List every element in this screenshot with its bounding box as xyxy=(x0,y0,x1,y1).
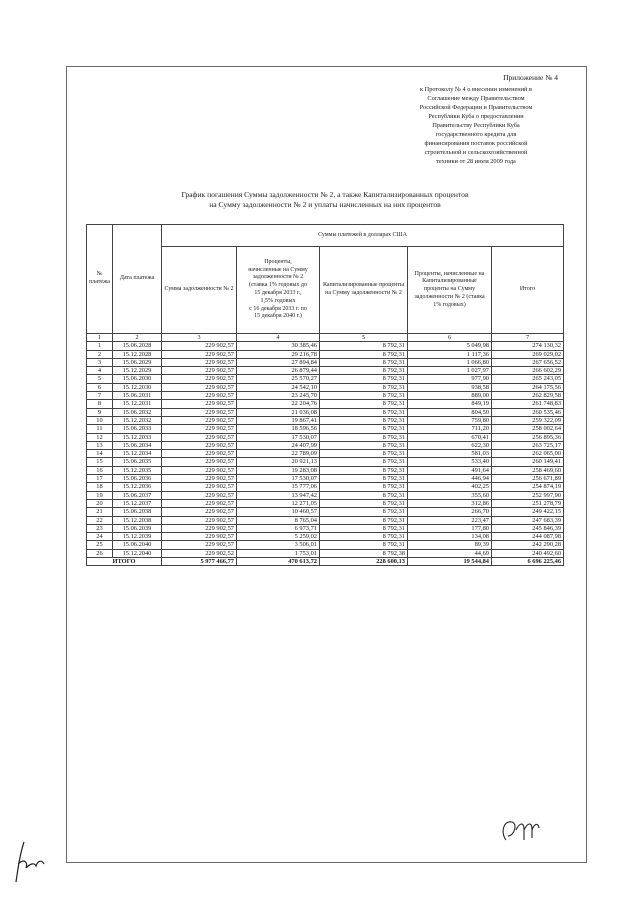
column-number: 1 xyxy=(87,334,113,342)
header-payment-date: Дата платежа xyxy=(113,225,162,334)
interest-on-capitalized-cell: 670,41 xyxy=(408,433,492,441)
total-cell: 260 149,41 xyxy=(492,458,564,466)
interest-cell: 19 283,08 xyxy=(237,466,320,474)
debt-amount-cell: 229 902,57 xyxy=(162,483,237,491)
total-cell: 269 029,02 xyxy=(492,350,564,358)
debt-amount-cell: 229 902,57 xyxy=(162,408,237,416)
total-cell: 244 087,98 xyxy=(492,533,564,541)
column-number-row xyxy=(87,334,564,342)
payment-date-cell: 15.12.2033 xyxy=(113,433,162,441)
interest-cell: 6 973,71 xyxy=(237,524,320,532)
debt-amount-cell: 229 902,57 xyxy=(162,358,237,366)
interest-cell: 29 216,78 xyxy=(237,350,320,358)
payment-date-cell: 15.12.2037 xyxy=(113,499,162,507)
interest-cell: 27 894,84 xyxy=(237,358,320,366)
payment-number-cell: 21 xyxy=(87,508,113,516)
total-label: ИТОГО xyxy=(87,558,162,566)
capitalized-interest-cell: 8 792,31 xyxy=(320,425,408,433)
capitalized-interest-cell: 8 792,31 xyxy=(320,441,408,449)
header-interest-line: начисленные на Сумму xyxy=(248,266,308,273)
column-number: 7 xyxy=(492,334,564,342)
column-number: 2 xyxy=(113,334,162,342)
header-interest-line: Проценты, xyxy=(264,258,292,265)
debt-amount-cell: 229 902,57 xyxy=(162,491,237,499)
table-row xyxy=(87,499,564,507)
interest-cell: 22 789,09 xyxy=(237,450,320,458)
interest-on-capitalized-cell: 533,40 xyxy=(408,458,492,466)
interest-on-capitalized-cell: 491,64 xyxy=(408,466,492,474)
interest-on-capitalized-cell: 1 027,97 xyxy=(408,367,492,375)
payment-number-cell: 20 xyxy=(87,499,113,507)
payment-date-cell: 15.12.2029 xyxy=(113,367,162,375)
interest-cell: 10 460,57 xyxy=(237,508,320,516)
debt-amount-cell: 229 902,57 xyxy=(162,541,237,549)
debt-amount-cell: 229 902,57 xyxy=(162,367,237,375)
appendix-title: Приложение № 4 xyxy=(503,73,558,82)
interest-on-capitalized-cell: 849,19 xyxy=(408,400,492,408)
payment-date-cell: 15.12.2039 xyxy=(113,533,162,541)
capitalized-interest-cell: 8 792,31 xyxy=(320,433,408,441)
payment-number-cell: 15 xyxy=(87,458,113,466)
interest-on-capitalized-cell: 1 117,36 xyxy=(408,350,492,358)
total-cell: 247 683,39 xyxy=(492,516,564,524)
capitalized-interest-cell: 8 792,31 xyxy=(320,358,408,366)
payment-date-cell: 15.06.2036 xyxy=(113,475,162,483)
total-cell: 256 671,89 xyxy=(492,475,564,483)
payment-number-cell: 19 xyxy=(87,491,113,499)
debt-amount-cell: 229 902,57 xyxy=(162,383,237,391)
interest-on-capitalized-cell: 622,30 xyxy=(408,441,492,449)
interest-cell: 18 596,56 xyxy=(237,425,320,433)
payment-date-cell: 15.06.2037 xyxy=(113,491,162,499)
table-row xyxy=(87,466,564,474)
payment-number-cell: 9 xyxy=(87,408,113,416)
interest-cell: 25 570,27 xyxy=(237,375,320,383)
payment-date-cell: 15.12.2038 xyxy=(113,516,162,524)
document-title-line: График погашения Суммы задолженности № 2, а также Капитализированных процентов xyxy=(181,190,469,199)
header-capitalized-interest: Капитализированные проценты на Сумму задолженности № 2 xyxy=(320,247,408,334)
debt-amount-cell: 229 902,57 xyxy=(162,466,237,474)
table-row xyxy=(87,425,564,433)
capitalized-interest-cell: 8 792,31 xyxy=(320,491,408,499)
appendix-note-line: финансирования поставок российской xyxy=(424,140,528,148)
capitalized-interest-cell: 8 792,31 xyxy=(320,475,408,483)
payment-date-cell: 15.06.2040 xyxy=(113,541,162,549)
debt-amount-cell: 229 902,57 xyxy=(162,416,237,424)
capitalized-interest-cell: 8 792,31 xyxy=(320,400,408,408)
total-cell: 265 243,05 xyxy=(492,375,564,383)
interest-on-capitalized-cell: 581,03 xyxy=(408,450,492,458)
interest-cell: 5 259,02 xyxy=(237,533,320,541)
signature-mark xyxy=(498,810,542,850)
table-row xyxy=(87,350,564,358)
appendix-note-line: Российской Федерации и Правительством xyxy=(419,104,533,112)
debt-amount-cell: 229 902,57 xyxy=(162,441,237,449)
payment-date-cell: 15.12.2034 xyxy=(113,450,162,458)
payment-number-cell: 6 xyxy=(87,383,113,391)
interest-total: 470 613,72 xyxy=(237,558,320,566)
capitalized-interest-cell: 8 792,31 xyxy=(320,516,408,524)
payment-number-cell: 10 xyxy=(87,416,113,424)
payment-date-cell: 15.06.2031 xyxy=(113,392,162,400)
table-row xyxy=(87,367,564,375)
interest-on-capitalized-cell: 266,70 xyxy=(408,508,492,516)
column-number: 4 xyxy=(237,334,320,342)
payment-number-cell: 23 xyxy=(87,524,113,532)
debt-amount-cell: 229 902,57 xyxy=(162,533,237,541)
table-row xyxy=(87,416,564,424)
capitalized-interest-cell: 8 792,31 xyxy=(320,367,408,375)
payment-number-cell: 4 xyxy=(87,367,113,375)
total-cell: 252 997,90 xyxy=(492,491,564,499)
table-row xyxy=(87,400,564,408)
interest-on-capitalized-cell: 804,50 xyxy=(408,408,492,416)
total-cell: 249 422,15 xyxy=(492,508,564,516)
payment-date-cell: 15.12.2032 xyxy=(113,416,162,424)
total-row xyxy=(87,558,564,566)
debt-amount-cell: 229 902,57 xyxy=(162,475,237,483)
total-cell: 242 290,28 xyxy=(492,541,564,549)
interest-cell: 17 530,07 xyxy=(237,475,320,483)
interest-cell: 3 506,01 xyxy=(237,541,320,549)
interest-on-capitalized-cell: 89,39 xyxy=(408,541,492,549)
table-row xyxy=(87,375,564,383)
interest-cell: 24 407,99 xyxy=(237,441,320,449)
interest-cell: 22 204,76 xyxy=(237,400,320,408)
appendix-note-line: Республики Куба о предоставлении xyxy=(428,113,524,121)
table-row xyxy=(87,508,564,516)
payment-number-cell: 7 xyxy=(87,392,113,400)
interest-cell: 26 879,44 xyxy=(237,367,320,375)
table-row xyxy=(87,491,564,499)
total-cell: 251 278,79 xyxy=(492,499,564,507)
interest-on-capitalized-cell: 889,00 xyxy=(408,392,492,400)
debt-amount-cell: 229 902,57 xyxy=(162,524,237,532)
interest-on-capitalized-cell: 711,20 xyxy=(408,425,492,433)
interest-on-capitalized-total: 19 544,84 xyxy=(408,558,492,566)
total-cell: 245 846,39 xyxy=(492,524,564,532)
payment-number-cell: 13 xyxy=(87,441,113,449)
capitalized-interest-cell: 8 792,31 xyxy=(320,533,408,541)
payment-number-cell: 5 xyxy=(87,375,113,383)
grand-total: 6 696 225,46 xyxy=(492,558,564,566)
capitalized-interest-cell: 8 792,31 xyxy=(320,350,408,358)
debt-amount-cell: 229 902,57 xyxy=(162,400,237,408)
interest-on-capitalized-cell: 977,90 xyxy=(408,375,492,383)
payment-date-cell: 15.06.2032 xyxy=(113,408,162,416)
payment-number-cell: 25 xyxy=(87,541,113,549)
header-debt-amount: Сумма задолженности № 2 xyxy=(162,247,237,334)
appendix-note-line: Соглашение между Правительством xyxy=(427,95,525,103)
debt-amount-cell: 229 902,57 xyxy=(162,392,237,400)
table-row xyxy=(87,483,564,491)
debt-amount-cell: 229 902,57 xyxy=(162,375,237,383)
payment-number-cell: 1 xyxy=(87,342,113,350)
payment-date-cell: 15.12.2035 xyxy=(113,466,162,474)
total-cell: 258 002,64 xyxy=(492,425,564,433)
header-payments-usd: Суммы платежей в долларах США xyxy=(162,225,564,247)
capitalized-interest-cell: 8 792,38 xyxy=(320,549,408,557)
appendix-note-line: государственного кредита для xyxy=(435,131,517,139)
header-interest-line: 15 декабря 2040 г.) xyxy=(254,313,302,320)
table-row xyxy=(87,524,564,532)
payment-date-cell: 15.12.2028 xyxy=(113,350,162,358)
total-cell: 262 065,00 xyxy=(492,450,564,458)
payment-date-cell: 15.06.2035 xyxy=(113,458,162,466)
interest-on-capitalized-cell: 759,80 xyxy=(408,416,492,424)
total-cell: 264 175,56 xyxy=(492,383,564,391)
column-number: 5 xyxy=(320,334,408,342)
debt-amount-cell: 229 902,57 xyxy=(162,425,237,433)
payment-date-cell: 15.12.2040 xyxy=(113,549,162,557)
capitalized-interest-cell: 8 792,31 xyxy=(320,408,408,416)
payment-number-cell: 22 xyxy=(87,516,113,524)
debt-amount-cell: 229 902,57 xyxy=(162,433,237,441)
capitalized-interest-cell: 8 792,31 xyxy=(320,499,408,507)
header-interest-line: 15 декабря 2033 г., xyxy=(254,290,302,296)
payment-number-cell: 12 xyxy=(87,433,113,441)
total-cell: 261 748,83 xyxy=(492,400,564,408)
interest-on-capitalized-cell: 44,69 xyxy=(408,549,492,557)
header-interest-line: (ставка 1% годовых до xyxy=(249,282,307,289)
table-row xyxy=(87,549,564,557)
payment-date-cell: 15.06.2028 xyxy=(113,342,162,350)
debt-amount-cell: 229 902,57 xyxy=(162,499,237,507)
header-interest xyxy=(237,247,320,334)
column-number: 6 xyxy=(408,334,492,342)
appendix-note-line: строительной и сельскохозяйственной xyxy=(424,149,528,157)
capitalized-interest-cell: 8 792,31 xyxy=(320,541,408,549)
table-row xyxy=(87,441,564,449)
payment-date-cell: 15.06.2034 xyxy=(113,441,162,449)
table-row xyxy=(87,433,564,441)
header-payment-number: № платежа xyxy=(87,225,113,334)
appendix-note-line: к Протоколу № 4 о внесении изменений в xyxy=(420,86,532,93)
interest-cell: 24 542,10 xyxy=(237,383,320,391)
payment-number-cell: 11 xyxy=(87,425,113,433)
payment-date-cell: 15.12.2031 xyxy=(113,400,162,408)
interest-on-capitalized-cell: 446,94 xyxy=(408,475,492,483)
total-cell: 254 874,19 xyxy=(492,483,564,491)
capitalized-interest-cell: 8 792,31 xyxy=(320,508,408,516)
payment-date-cell: 15.12.2036 xyxy=(113,483,162,491)
payment-number-cell: 3 xyxy=(87,358,113,366)
interest-cell: 19 867,41 xyxy=(237,416,320,424)
payment-date-cell: 15.12.2030 xyxy=(113,383,162,391)
interest-cell: 23 245,70 xyxy=(237,392,320,400)
payment-number-cell: 17 xyxy=(87,475,113,483)
capitalized-interest-cell: 8 792,31 xyxy=(320,342,408,350)
total-cell: 262 829,58 xyxy=(492,392,564,400)
schedule-body xyxy=(87,334,564,566)
header-interest-line: с 16 декабря 2033 г. по xyxy=(249,305,307,312)
table-row xyxy=(87,516,564,524)
debt-amount-cell: 229 902,57 xyxy=(162,508,237,516)
debt-amount-cell: 229 902,57 xyxy=(162,350,237,358)
capitalized-interest-cell: 8 792,31 xyxy=(320,383,408,391)
total-cell: 258 469,60 xyxy=(492,466,564,474)
payment-date-cell: 15.06.2033 xyxy=(113,425,162,433)
capitalized-interest-cell: 8 792,31 xyxy=(320,466,408,474)
total-cell: 274 130,32 xyxy=(492,342,564,350)
payment-date-cell: 15.06.2029 xyxy=(113,358,162,366)
total-cell: 240 492,60 xyxy=(492,549,564,557)
capitalized-interest-cell: 8 792,31 xyxy=(320,458,408,466)
table-row xyxy=(87,475,564,483)
total-cell: 256 895,36 xyxy=(492,433,564,441)
payment-date-cell: 15.06.2030 xyxy=(113,375,162,383)
interest-on-capitalized-cell: 5 049,98 xyxy=(408,342,492,350)
header-interest-line: 1,5% годовых xyxy=(260,297,296,304)
interest-on-capitalized-cell: 938,58 xyxy=(408,383,492,391)
interest-cell: 1 753,01 xyxy=(237,549,320,557)
table-row xyxy=(87,408,564,416)
table-row xyxy=(87,450,564,458)
capitalized-interest-cell: 8 792,31 xyxy=(320,375,408,383)
capitalized-interest-cell: 8 792,31 xyxy=(320,483,408,491)
interest-on-capitalized-cell: 1 066,80 xyxy=(408,358,492,366)
header-interest-on-capitalized: Проценты, начисленные на Капитализированные проценты на Сумму задолженности № 2 (ставка 1% годовых) xyxy=(408,247,492,334)
payment-number-cell: 16 xyxy=(87,466,113,474)
table-row xyxy=(87,358,564,366)
debt-amount-cell: 229 902,57 xyxy=(162,458,237,466)
appendix-note-line: Правительству Республики Куба xyxy=(432,122,520,130)
debt-amount-cell: 229 902,57 xyxy=(162,342,237,350)
appendix-note-line: техники от 28 июля 2009 года xyxy=(436,158,516,166)
interest-cell: 12 271,05 xyxy=(237,499,320,507)
payment-number-cell: 18 xyxy=(87,483,113,491)
total-cell: 266 602,29 xyxy=(492,367,564,375)
payment-number-cell: 14 xyxy=(87,450,113,458)
header-interest-line: задолженности № 2 xyxy=(252,274,304,281)
document-title xyxy=(100,190,550,210)
interest-cell: 13 947,42 xyxy=(237,491,320,499)
interest-cell: 15 777,06 xyxy=(237,483,320,491)
table-row xyxy=(87,383,564,391)
interest-on-capitalized-cell: 312,86 xyxy=(408,499,492,507)
capitalized-interest-cell: 8 792,31 xyxy=(320,416,408,424)
document-title-line: на Сумму задолженности № 2 и уплаты начисленных на них процентов xyxy=(209,200,441,209)
interest-cell: 8 765,04 xyxy=(237,516,320,524)
total-cell: 267 656,52 xyxy=(492,358,564,366)
payment-date-cell: 15.06.2039 xyxy=(113,524,162,532)
debt-amount-total: 5 977 466,77 xyxy=(162,558,237,566)
interest-on-capitalized-cell: 223,47 xyxy=(408,516,492,524)
total-cell: 260 535,46 xyxy=(492,408,564,416)
payment-number-cell: 24 xyxy=(87,533,113,541)
debt-amount-cell: 229 902,52 xyxy=(162,549,237,557)
table-row xyxy=(87,392,564,400)
payment-date-cell: 15.06.2038 xyxy=(113,508,162,516)
interest-on-capitalized-cell: 134,08 xyxy=(408,533,492,541)
column-number: 3 xyxy=(162,334,237,342)
interest-on-capitalized-cell: 177,80 xyxy=(408,524,492,532)
interest-cell: 17 530,07 xyxy=(237,433,320,441)
table-row xyxy=(87,342,564,350)
payment-number-cell: 2 xyxy=(87,350,113,358)
payment-number-cell: 26 xyxy=(87,549,113,557)
header-total: Итого xyxy=(492,247,564,334)
appendix-note xyxy=(394,85,558,166)
interest-cell: 30 385,46 xyxy=(237,342,320,350)
interest-cell: 21 036,08 xyxy=(237,408,320,416)
payment-number-cell: 8 xyxy=(87,400,113,408)
debt-amount-cell: 229 902,57 xyxy=(162,516,237,524)
total-cell: 263 725,17 xyxy=(492,441,564,449)
capitalized-interest-cell: 8 792,31 xyxy=(320,524,408,532)
capitalized-interest-total: 228 600,13 xyxy=(320,558,408,566)
handwritten-initials xyxy=(10,838,50,886)
table-row xyxy=(87,533,564,541)
debt-amount-cell: 229 902,57 xyxy=(162,450,237,458)
table-row xyxy=(87,458,564,466)
total-cell: 259 322,09 xyxy=(492,416,564,424)
interest-on-capitalized-cell: 355,60 xyxy=(408,491,492,499)
table-row xyxy=(87,541,564,549)
interest-on-capitalized-cell: 402,25 xyxy=(408,483,492,491)
capitalized-interest-cell: 8 792,31 xyxy=(320,392,408,400)
interest-cell: 20 921,13 xyxy=(237,458,320,466)
capitalized-interest-cell: 8 792,31 xyxy=(320,450,408,458)
repayment-schedule-table xyxy=(86,224,564,566)
